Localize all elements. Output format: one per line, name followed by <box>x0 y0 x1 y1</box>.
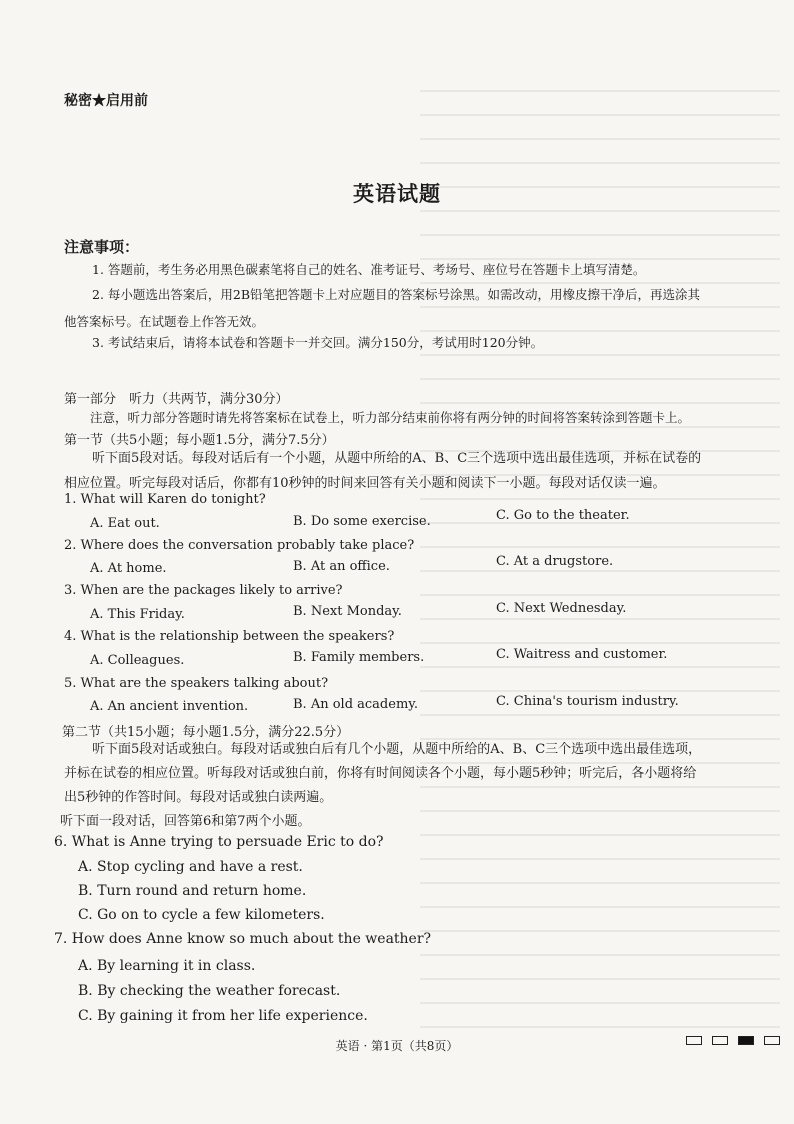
page-mark-filled <box>738 1036 754 1045</box>
page-title: 英语试题 <box>353 181 441 206</box>
question-5: 5. What are the speakers talking about? <box>64 676 329 691</box>
q6-option-b: B. Turn round and return home. <box>78 883 307 899</box>
question-6: 6. What is Anne trying to persuade Eric to do? <box>54 834 384 850</box>
q2-option-c: C. At a drugstore. <box>496 554 614 569</box>
q5-option-c: C. China's tourism industry. <box>496 694 679 709</box>
part1-note: 注意，听力部分答题时请先将答案标在试卷上，听力部分结束前你将有两分钟的时间将答案转涂到答题卡上。 <box>90 410 691 425</box>
section2-instructions: 听下面5段对话或独白。每段对话或独白后有几个小题，从题中所给的A、B、C三个选项中选出最佳选项，并标在试卷的相应位置。听每段对话或独白前，你将有时间阅读各个小题，每小题5秒钟；听完后，各小题将给出5秒钟的作答时间。每段对话或独白读两遍。 <box>64 742 702 805</box>
q6-option-a: A. Stop cycling and have a rest. <box>78 859 303 875</box>
page-footer: 英语 · 第1页（共8页） <box>335 1039 459 1053</box>
page-mark-empty <box>712 1036 728 1045</box>
section2-heading: 第二节（共15小题；每小题1.5分，满分22.5分） <box>62 725 350 740</box>
page-marks <box>686 1036 780 1045</box>
q7-option-c: C. By gaining it from her life experience. <box>78 1008 368 1024</box>
notice-item-2: 2. 每小题选出答案后，用2B铅笔把答题卡上对应题目的答案标号涂黑。如需改动，用橡皮擦干净后，再选涂其他答案标号。在试题卷上作答无效。 <box>64 287 701 329</box>
page-mark-empty <box>764 1036 780 1045</box>
q5-option-b: B. An old academy. <box>293 697 419 712</box>
q1-option-b: B. Do some exercise. <box>293 514 431 529</box>
question-3: 3. When are the packages likely to arrive? <box>64 583 343 598</box>
page-mark-empty <box>686 1036 702 1045</box>
q7-option-a: A. By learning it in class. <box>78 958 256 974</box>
question-7: 7. How does Anne know so much about the weather? <box>54 931 432 947</box>
q4-option-a: A. Colleagues. <box>90 653 185 668</box>
question-1: 1. What will Karen do tonight? <box>64 492 266 507</box>
notice-item-3: 3. 考试结束后，请将本试卷和答题卡一并交回。满分150分，考试用时120分钟。 <box>92 335 544 350</box>
q3-option-b: B. Next Monday. <box>293 604 402 619</box>
q5-option-a: A. An ancient invention. <box>90 699 249 714</box>
notice-heading: 注意事项： <box>64 238 140 256</box>
q3-option-c: C. Next Wednesday. <box>496 601 627 616</box>
notice-item-1: 1. 答题前，考生务必用黑色碳素笔将自己的姓名、准考证号、考场号、座位号在答题卡上填写清楚。 <box>92 262 646 277</box>
q1-option-a: A. Eat out. <box>90 516 160 531</box>
question-4: 4. What is the relationship between the speakers? <box>64 629 395 644</box>
q2-option-b: B. At an office. <box>293 559 390 574</box>
section1-instructions: 听下面5段对话。每段对话后有一个小题，从题中所给的A、B、C三个选项中选出最佳选项，并标在试卷的相应位置。听完每段对话后，你都有10秒钟的时间来回答有关小题和阅读下一小题。每段对话仅读一遍。 <box>64 451 702 491</box>
q4-option-b: B. Family members. <box>293 650 425 665</box>
section2-sub-instruction: 听下面一段对话，回答第6和第7两个小题。 <box>60 814 311 829</box>
q2-option-a: A. At home. <box>90 561 167 576</box>
section1-heading: 第一节（共5小题；每小题1.5分，满分7.5分） <box>64 433 335 448</box>
q1-option-c: C. Go to the theater. <box>496 508 630 523</box>
q3-option-a: A. This Friday. <box>90 607 185 622</box>
secret-label: 秘密★启用前 <box>64 93 148 109</box>
q6-option-c: C. Go on to cycle a few kilometers. <box>78 907 325 923</box>
q4-option-c: C. Waitress and customer. <box>496 647 668 662</box>
question-2: 2. Where does the conversation probably take place? <box>64 538 415 553</box>
q7-option-b: B. By checking the weather forecast. <box>78 983 341 999</box>
part1-heading: 第一部分 听力（共两节，满分30分） <box>64 392 289 407</box>
